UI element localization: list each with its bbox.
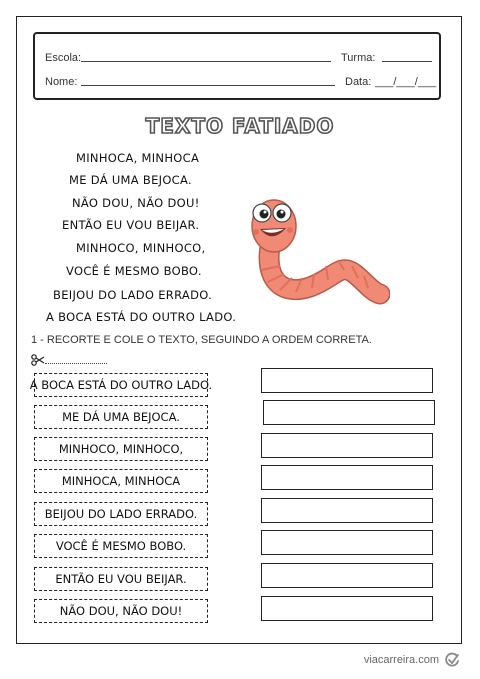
site-name: viacarreira.com	[363, 654, 439, 666]
cut-strip[interactable]: A BOCA ESTÁ DO OUTRO LADO.	[34, 373, 208, 397]
class-label: Turma:	[341, 52, 376, 64]
cut-strip[interactable]: ME DÁ UMA BEJOCA.	[34, 405, 208, 429]
poem-line: A BOCA ESTÁ DO OUTRO LADO.	[46, 310, 237, 324]
cut-strip[interactable]: VOCÊ É MESMO BOBO.	[34, 534, 208, 558]
paste-box[interactable]	[261, 368, 433, 393]
paste-box[interactable]	[261, 563, 433, 588]
poem-line: MINHOCA, MINHOCA	[76, 151, 200, 165]
paste-box[interactable]	[261, 498, 433, 523]
poem-line: MINHOCO, MINHOCO,	[76, 241, 206, 255]
viacarreira-check-logo	[444, 652, 460, 668]
page-title: TEXTO FATIADO	[145, 114, 335, 138]
paste-box[interactable]	[263, 400, 435, 425]
cut-line-marker	[31, 354, 111, 366]
class-field[interactable]	[382, 61, 432, 62]
paste-box[interactable]	[261, 433, 433, 458]
poem-line: ENTÃO EU VOU BEIJAR.	[62, 218, 200, 232]
poem-line: BEIJOU DO LADO ERRADO.	[53, 288, 213, 302]
student-info-box	[33, 32, 441, 100]
scissors-icon	[31, 354, 45, 366]
cut-strip[interactable]: NÃO DOU, NÃO DOU!	[34, 599, 208, 623]
cut-strip[interactable]: BEIJOU DO LADO ERRADO.	[34, 502, 208, 526]
poem-line: VOCÊ É MESMO BOBO.	[66, 264, 202, 278]
instruction-text: 1 - RECORTE E COLE O TEXTO, SEGUINDO A ORDEM CORRETA.	[31, 334, 372, 346]
dotted-cut-line	[45, 363, 107, 364]
name-label: Nome:	[45, 76, 78, 88]
worm-illustration	[240, 192, 390, 307]
paste-box[interactable]	[261, 530, 433, 555]
footer	[364, 652, 460, 668]
cut-strip[interactable]: MINHOCA, MINHOCA	[34, 469, 208, 493]
cut-strip[interactable]: ENTÃO EU VOU BEIJAR.	[34, 567, 208, 591]
date-label: Data:	[345, 76, 372, 88]
poem-line: ME DÁ UMA BEJOCA.	[69, 173, 192, 187]
date-field[interactable]: ___/___/___	[375, 76, 437, 88]
school-label: Escola:	[45, 52, 82, 64]
name-field[interactable]	[81, 85, 335, 86]
school-field[interactable]	[81, 61, 331, 62]
poem-line: NÃO DOU, NÃO DOU!	[72, 196, 200, 210]
paste-box[interactable]	[261, 465, 433, 490]
cut-strip[interactable]: MINHOCO, MINHOCO,	[34, 437, 208, 461]
paste-box[interactable]	[261, 596, 433, 621]
